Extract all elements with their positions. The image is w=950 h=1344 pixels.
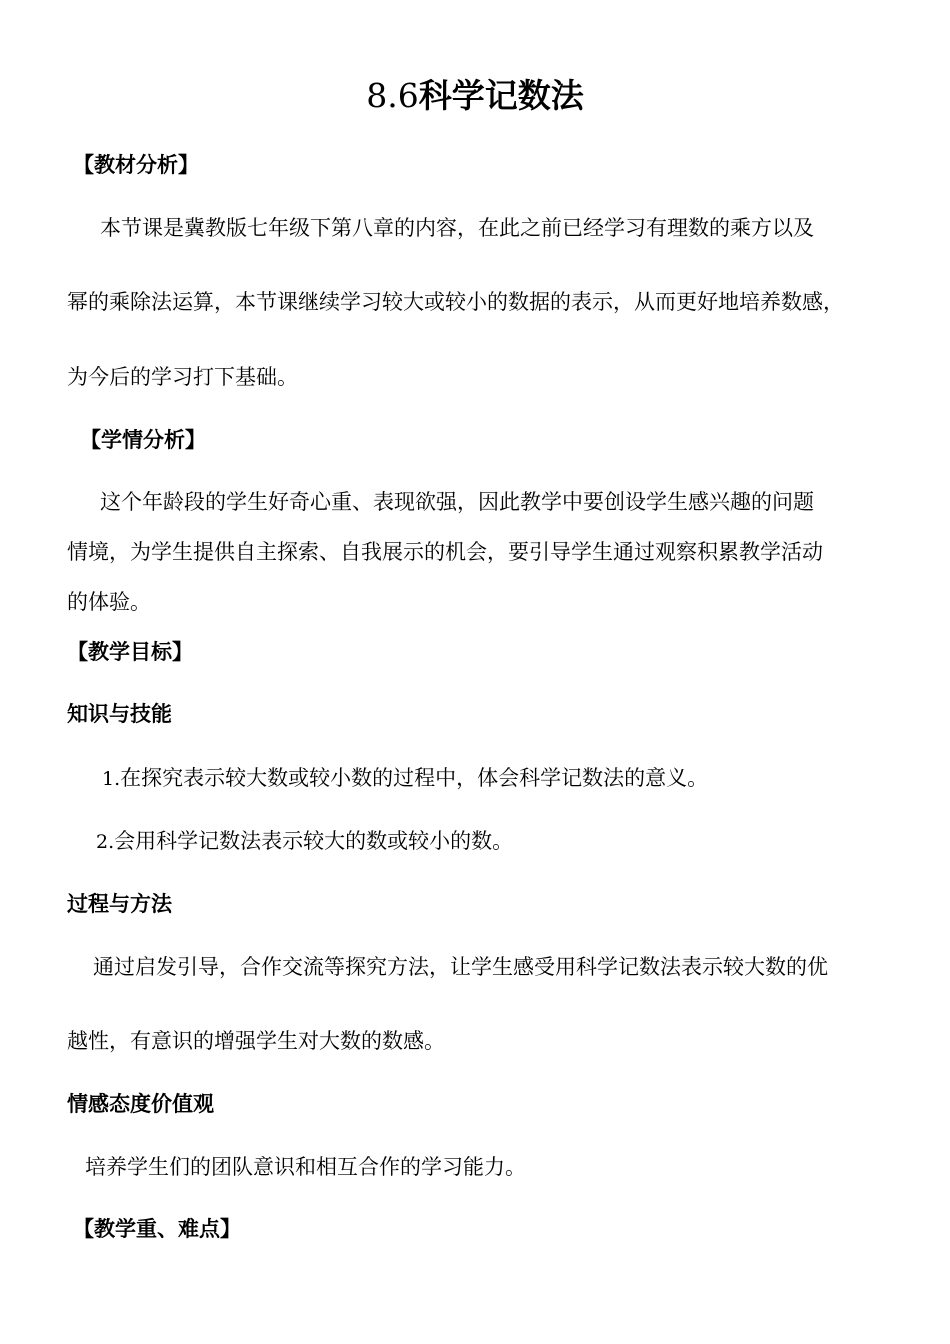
item-number: 2. [96, 831, 115, 853]
emotion-line-1: 培养学生们的团队意识和相互合作的学习能力。 [85, 1155, 526, 1179]
heading-process-methods: 过程与方法 [67, 892, 172, 916]
analysis-line-3: 为今后的学习打下基础。 [67, 365, 298, 389]
title-number: 8.6 [366, 76, 419, 115]
item-number: 1. [102, 768, 121, 790]
learners-line-3: 的体验。 [67, 590, 151, 614]
heading-learner-analysis: 【学情分析】 [80, 428, 206, 452]
heading-teaching-goals: 【教学目标】 [67, 640, 193, 664]
process-line-2: 越性，有意识的增强学生对大数的数感。 [67, 1029, 445, 1053]
knowledge-item-1 [102, 763, 708, 794]
heading-knowledge-skills: 知识与技能 [67, 702, 172, 726]
heading-emotion-values: 情感态度价值观 [67, 1092, 214, 1116]
item-text: 会用科学记数法表示较大的数或较小的数。 [114, 829, 514, 853]
learners-line-2: 情境，为学生提供自主探索、自我展示的机会，要引导学生通过观察积累教学活动 [67, 540, 823, 564]
analysis-line-2: 幂的乘除法运算，本节课继续学习较大或较小的数据的表示，从而更好地培养数感， [67, 290, 844, 314]
analysis-line-1: 本节课是冀教版七年级下第八章的内容，在此之前已经学习有理数的乘方以及 [100, 216, 814, 240]
knowledge-item-2 [96, 826, 513, 857]
item-text: 在探究表示较大数或较小数的过程中，体会科学记数法的意义。 [120, 766, 709, 790]
heading-key-difficult-points: 【教学重、难点】 [73, 1217, 241, 1241]
title-text: 科学记数法 [418, 76, 584, 115]
heading-textbook-analysis: 【教材分析】 [73, 153, 199, 177]
document-title [0, 74, 950, 118]
process-line-1: 通过启发引导，合作交流等探究方法，让学生感受用科学记数法表示较大数的优 [93, 955, 828, 979]
learners-line-1: 这个年龄段的学生好奇心重、表现欲强，因此教学中要创设学生感兴趣的问题 [100, 490, 814, 514]
